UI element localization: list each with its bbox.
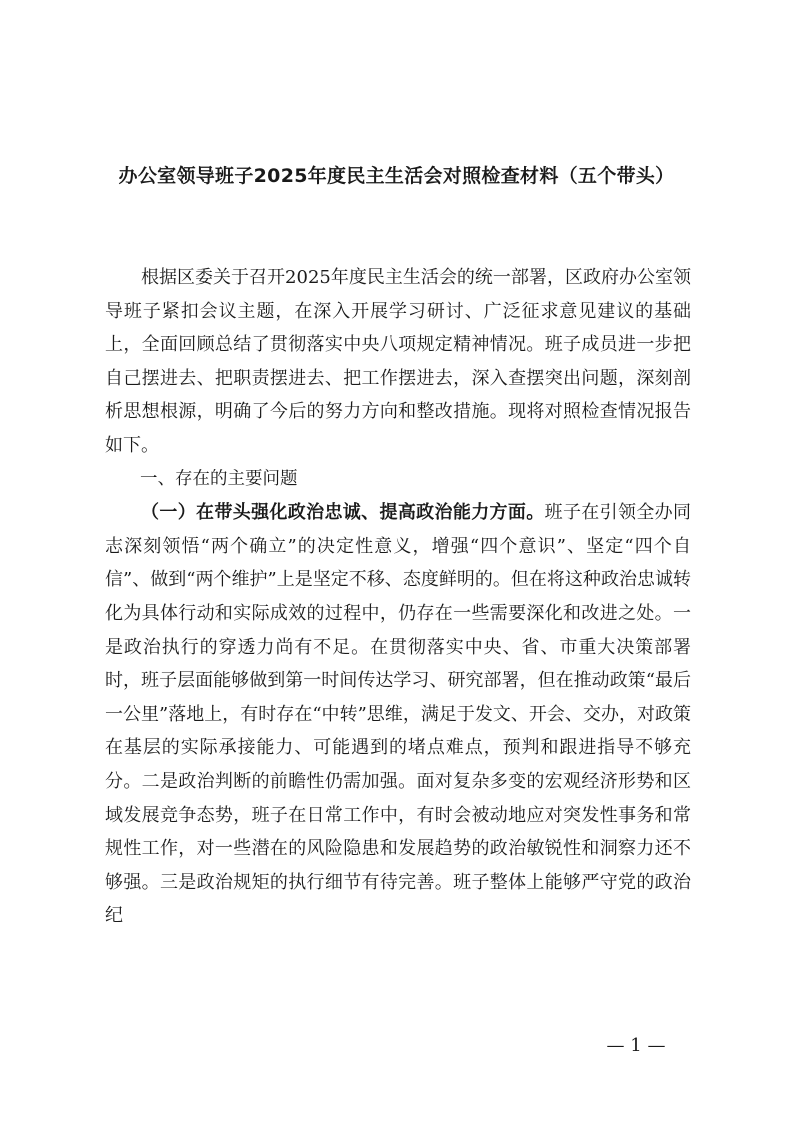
subsection-paragraph [105,496,691,933]
subsection-body: 班子在引领全办同志深刻领悟“两个确立”的决定性意义，增强“四个意识”、坚定“四个自信”、做到“两个维护”上是坚定不移、态度鲜明的。但在将这种政治忠诚转化为具体行动和实际成效的过程中，仍存在一些需要深化和改进之处。一是政治执行的穿透力尚有不足。在贯彻落实中央、省、市重大决策部署时，班子层面能够做到第一时间传达学习、研究部署，但在推动政策“最后一公里”落地上，有时存在“中转”思维，满足于发文、开会、交办，对政策在基层的实际承接能力、可能遇到的堵点难点，预判和跟进指导不够充分。二是政治判断的前瞻性仍需加强。面对复杂多变的宏观经济形势和区域发展竞争态势，班子在日常工作中，有时会被动地应对突发性事务和常规性工作，对一些潜在的风险隐患和发展趋势的政治敏锐性和洞察力还不够强。三是政治规矩的执行细节有待完善。班子整体上能够严守党的政治纪 [105,502,692,927]
document-title: 办公室领导班子2025年度民主生活会对照检查材料（五个带头） [118,165,675,187]
page-number: — 1 — [606,1035,666,1056]
intro-paragraph: 根据区委关于召开2025年度民主生活会的统一部署，区政府办公室领导班子紧扣会议主题，在深入开展学习研讨、广泛征求意见建议的基础上，全面回顾总结了贯彻落实中央八项规定精神情况。班子成员进一步把自己摆进去、把职责摆进去、把工作摆进去，深入查摆突出问题，深刻剖析思想根源，明确了今后的努力方向和整改措施。现将对照检查情况报告如下。 [105,267,691,456]
document-body [105,261,691,933]
section-heading: 一、存在的主要问题 [140,468,298,489]
subsection-title: （一）在带头强化政治忠诚、提高政治能力方面。 [141,502,545,524]
